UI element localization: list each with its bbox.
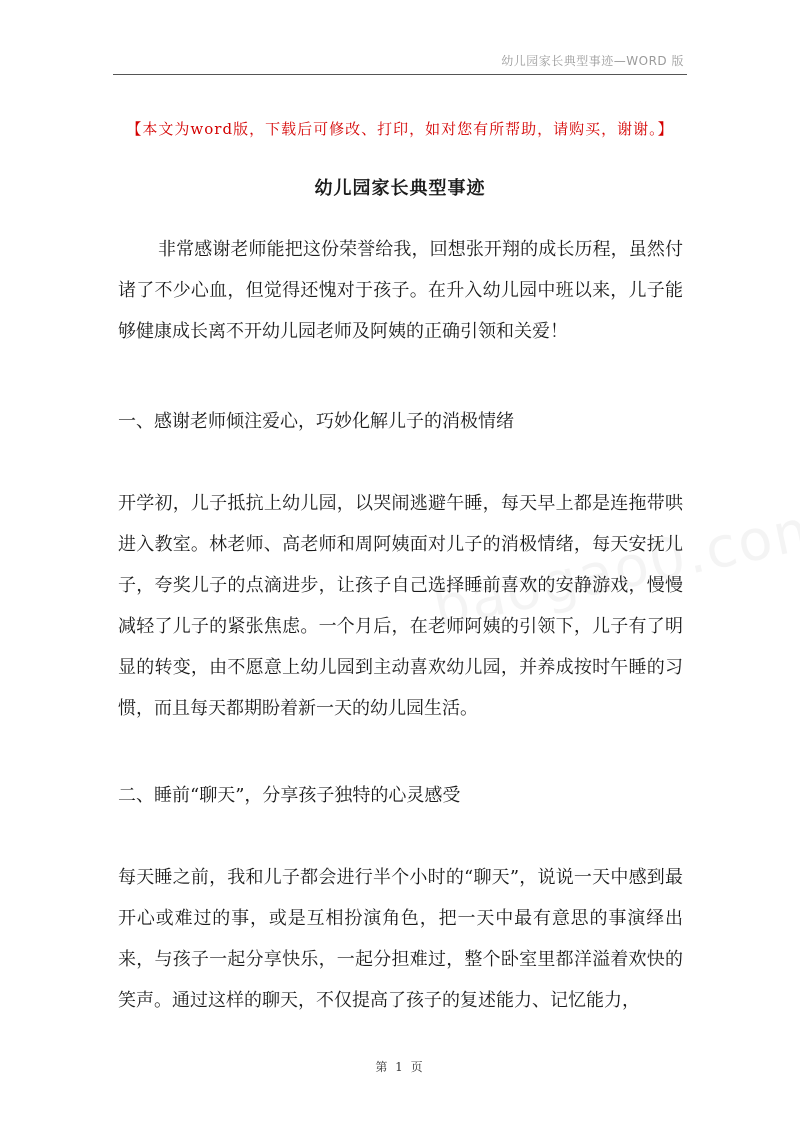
page-number: 第 1 页 (375, 1060, 425, 1074)
section-1-paragraph: 开学初，儿子抵抗上幼儿园，以哭闹逃避午睡，每天早上都是连拖带哄进入教室。林老师、高老师和周阿姨面对儿子的消极情绪，每天安抚儿子，夸奖儿子的点滴进步，让孩子自己选择睡前喜欢的安静游戏，慢慢减轻了儿子的紧张焦虑。一个月后，在老师阿姨的引领下，儿子有了明显的转变，由不愿意上幼儿园到主动喜欢幼儿园，并养成按时午睡的习惯，而且每天都期盼着新一天的幼儿园生活。 (118, 493, 683, 719)
intro-paragraph: 非常感谢老师能把这份荣誉给我，回想张开翔的成长历程，虽然付诸了不少心血，但觉得还愧对于孩子。在升入幼儿园中班以来，儿子能够健康成长离不开幼儿园老师及阿姨的正确引领和关爱！ (118, 239, 683, 342)
section-heading-1: 一、感谢老师倾注爱心，巧妙化解儿子的消极情绪 (118, 411, 514, 432)
section-2-paragraph: 每天睡之前，我和儿子都会进行半个小时的“聊天”，说说一天中感到最开心或难过的事，或是互相扮演角色，把一天中最有意思的事演绎出来，与孩子一起分享快乐，一起分担难过，整个卧室里都洋溢着欢快的笑声。通过这样的聊天，不仅提高了孩子的复述能力、记忆能力， (118, 867, 683, 1011)
running-header: 幼儿园家长典型事迹—WORD 版 (501, 54, 684, 68)
purchase-notice: 【本文为word版，下载后可修改、打印，如对您有所帮助，请购买，谢谢。】 (126, 120, 674, 138)
header-divider (113, 74, 687, 75)
section-heading-2: 二、睡前“聊天”，分享孩子独特的心灵感受 (118, 785, 461, 806)
document-title: 幼儿园家长典型事迹 (314, 178, 486, 199)
